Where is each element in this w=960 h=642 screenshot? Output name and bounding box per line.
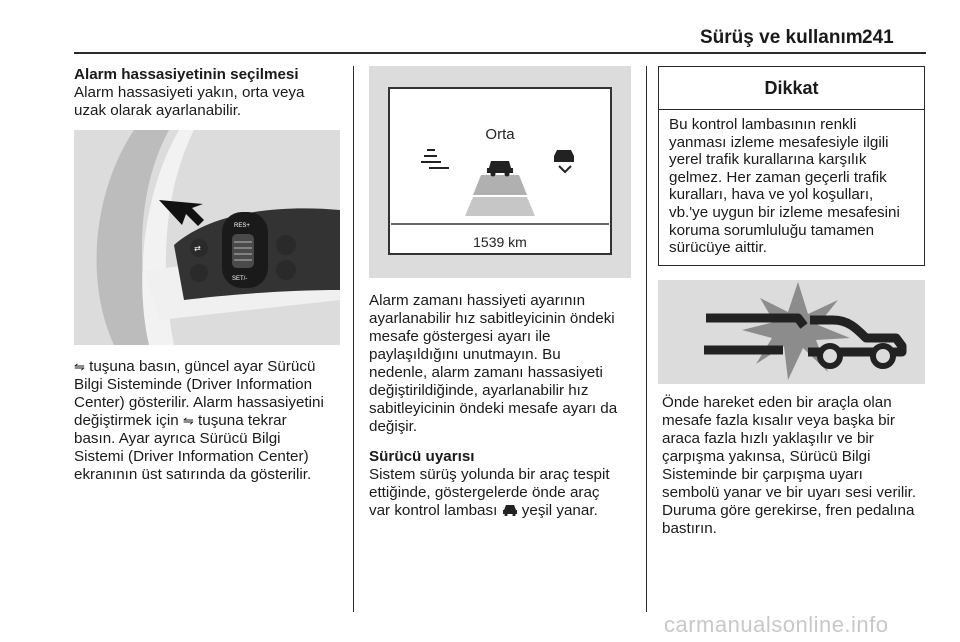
para2-line-3: mesafe göstergesi ayarı ile — [369, 328, 551, 345]
page-number: 241 — [862, 27, 894, 48]
intro-line-1: Alarm hassasiyeti yakın, orta veya — [74, 84, 305, 101]
para1-line-2: Bilgi Sisteminde (Driver Information — [74, 376, 313, 393]
warn-line-1: Sistem sürüş yolunda bir araç tespit — [369, 466, 610, 483]
caution-line-7: koruma sorumluluğu tamamen — [669, 221, 875, 239]
steering-wheel-figure — [74, 130, 340, 345]
para3-line-6: sembolü yanar ve bir uyarı sesi verilir. — [662, 484, 917, 501]
para1-line-4: değiştirmek için ⇋ tuşuna tekrar — [74, 412, 287, 429]
caution-line-8: sürücüye aittir. — [669, 239, 767, 257]
caution-line-2: yanması izleme mesafesiyle ilgili — [669, 133, 889, 151]
para1-line-3: Center) gösterilir. Alarm hassasiyetini — [74, 394, 324, 411]
para3-line-1: Önde hareket eden bir araçla olan — [662, 394, 892, 411]
caution-line-3: yerel trafik kurallarına karşılık — [669, 151, 867, 169]
para2-line-7: sabitleyicinin öndeki mesafe ayarı da — [369, 400, 618, 417]
para2-line-6: değiştirildiğinde, ayarlanabilir hız — [369, 382, 589, 399]
para3-line-5: Sisteminde bir çarpışma uyarı — [662, 466, 863, 483]
distance-button-icon-inline: ⇋ — [182, 413, 194, 428]
header-rule — [74, 52, 926, 54]
para2-line-1: Alarm zamanı hassiyeti ayarının — [369, 292, 586, 309]
set-label: SET/- — [232, 276, 248, 282]
para2-line-5: nedenle, alarm zamanı hassasiyeti — [369, 364, 603, 381]
odometer-text: 1539 km — [473, 234, 527, 250]
column-divider-2 — [646, 66, 647, 612]
warn-line-2: ettiğinde, göstergelerde önde araç — [369, 484, 600, 501]
caution-box — [658, 66, 925, 266]
para3-line-2: mesafe fazla kısalır veya başka bir — [662, 412, 895, 429]
car-ahead-icon — [502, 504, 518, 516]
cluster-display-figure — [369, 66, 631, 278]
page-header-title: Sürüş ve kullanım — [700, 27, 863, 48]
para1-line-6: Sistemi (Driver Information Center) — [74, 448, 309, 465]
driver-warning-heading: Sürücü uyarısı — [369, 448, 475, 465]
caution-line-5: kuralları, hava ve yol koşulları, — [669, 186, 874, 204]
distance-button-icon: ⇋ — [74, 359, 85, 374]
para3-line-3: araca fazla hızlı yaklaşılır ve bir — [662, 430, 874, 447]
display-setting-text: Orta — [485, 126, 515, 143]
caution-line-4: gelmez. Her zaman geçerli trafik — [669, 168, 887, 186]
para1-line-1: ⇋ tuşuna basın, güncel ayar Sürücü — [74, 358, 316, 375]
para1-line-7: ekranının üst satırında da gösterilir. — [74, 466, 312, 483]
caution-line-1: Bu kontrol lambasının renkli — [669, 116, 857, 133]
para2-line-8: değişir. — [369, 418, 418, 435]
collision-warning-figure — [658, 280, 925, 384]
warn-line-3: var kontrol lambası yeşil yanar. — [369, 502, 598, 519]
column-divider-1 — [353, 66, 354, 612]
intro-line-2: uzak olarak ayarlanabilir. — [74, 102, 242, 119]
para3-line-8: bastırın. — [662, 520, 717, 537]
watermark: carmanualsonline.info — [664, 612, 889, 637]
para3-line-4: çarpışma yakınsa, Sürücü Bilgi — [662, 448, 871, 465]
caution-line-6: vb.'ye uygun bir izleme mesafesini — [669, 203, 900, 221]
para2-line-4: paylaşıldığını unutmayın. Bu — [369, 346, 561, 363]
para2-line-2: ayarlanabilir hız sabitleyicinin öndeki — [369, 310, 615, 327]
svg-text:⇄: ⇄ — [194, 244, 201, 253]
caution-title: Dikkat — [659, 67, 924, 110]
res-label: RES+ — [234, 223, 250, 229]
section-heading: Alarm hassasiyetinin seçilmesi — [74, 66, 299, 83]
para1-line-5: basın. Ayar ayrıca Sürücü Bilgi — [74, 430, 281, 447]
caution-body — [659, 110, 924, 257]
para3-line-7: Duruma göre gerekirse, fren pedalına — [662, 502, 915, 519]
